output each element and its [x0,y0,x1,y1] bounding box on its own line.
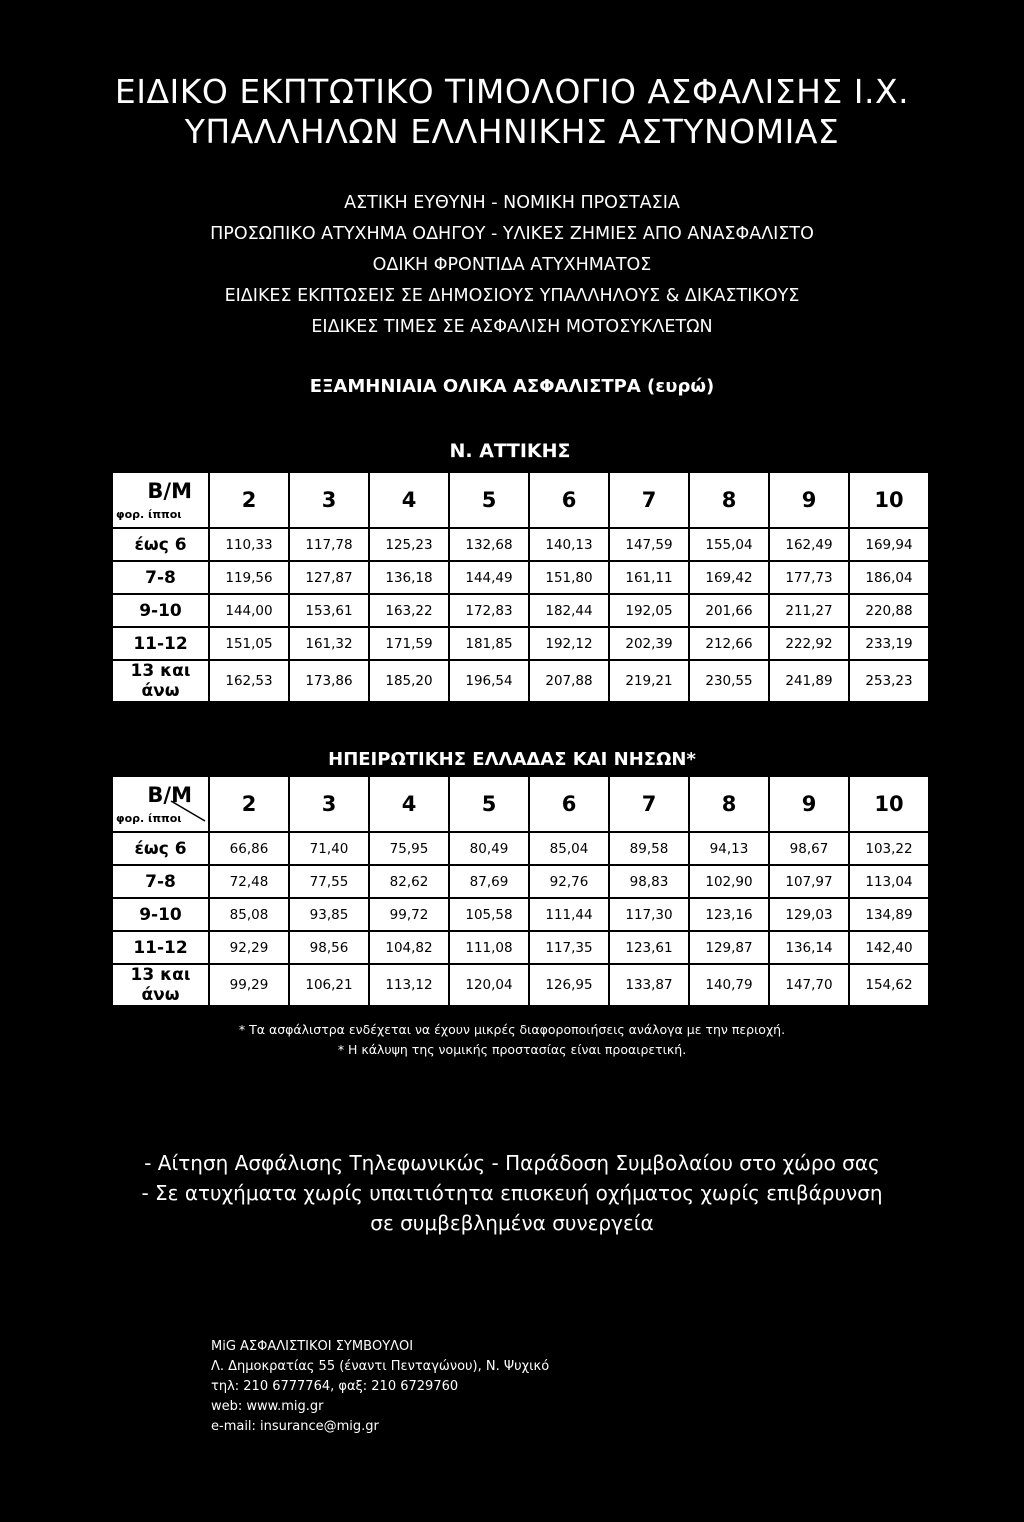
premium-cell: 105,58 [449,898,529,931]
table-row [112,964,929,1006]
premium-cell: 132,68 [449,528,529,561]
premium-cell: 182,44 [529,594,609,627]
premium-cell: 106,21 [289,964,369,1006]
bm-column-header: 4 [369,472,449,528]
premium-cell: 162,49 [769,528,849,561]
premium-cell: 220,88 [849,594,929,627]
title-line-2: ΥΠΑΛΛΗΛΩΝ ΕΛΛΗΝΙΚΗΣ ΑΣΤΥΝΟΜΙΑΣ [184,112,840,151]
service-item: ΠΡΟΣΩΠΙΚΟ ΑΤΥΧΗΜΑ ΟΔΗΓΟΥ - ΥΛΙΚΕΣ ΖΗΜΙΕΣ ΑΠΟ ΑΝΑΣΦΑΛΙΣΤΟ [210,224,814,244]
hp-row-label: 13 και άνω [112,660,209,702]
premium-cell: 98,67 [769,832,849,865]
promo-text [0,1148,1024,1238]
bm-column-header: 9 [769,776,849,832]
premium-cell: 161,32 [289,627,369,660]
premium-cell: 147,70 [769,964,849,1006]
mainland-rates-table [111,775,930,1007]
premium-cell: 92,76 [529,865,609,898]
table-row [112,594,929,627]
premium-cell: 140,13 [529,528,609,561]
hp-label: φορ. ίπποι [116,812,182,825]
premium-cell: 136,14 [769,931,849,964]
premium-cell: 103,22 [849,832,929,865]
hp-row-label: έως 6 [112,832,209,865]
premium-cell: 98,83 [609,865,689,898]
hp-row-label: 7-8 [112,561,209,594]
table-header-row [112,776,929,832]
premium-cell: 85,04 [529,832,609,865]
premium-cell: 113,12 [369,964,449,1006]
premium-cell: 129,03 [769,898,849,931]
premium-cell: 253,23 [849,660,929,702]
premium-cell: 82,62 [369,865,449,898]
premium-cell: 169,94 [849,528,929,561]
premium-cell: 93,85 [289,898,369,931]
attica-region-title: Ν. ΑΤΤΙΚΗΣ [449,440,571,462]
premium-cell: 144,49 [449,561,529,594]
company-email: e-mail: insurance@mig.gr [211,1419,379,1434]
bm-column-header: 7 [609,472,689,528]
premium-cell: 89,58 [609,832,689,865]
service-item: ΕΙΔΙΚΕΣ ΤΙΜΕΣ ΣΕ ΑΣΦΑΛΙΣΗ ΜΟΤΟΣΥΚΛΕΤΩΝ [311,317,713,337]
premium-cell: 233,19 [849,627,929,660]
premium-cell: 162,53 [209,660,289,702]
premium-cell: 163,22 [369,594,449,627]
premium-cell: 127,87 [289,561,369,594]
table-row [112,832,929,865]
premium-cell: 241,89 [769,660,849,702]
premium-cell: 134,89 [849,898,929,931]
premium-cell: 111,44 [529,898,609,931]
premium-cell: 169,42 [689,561,769,594]
premium-cell: 80,49 [449,832,529,865]
premium-cell: 151,05 [209,627,289,660]
bm-label: Β/Μ [147,479,192,503]
service-item: ΟΔΙΚΗ ΦΡΟΝΤΙΔΑ ΑΤΥΧΗΜΑΤΟΣ [372,255,652,275]
premium-cell: 154,62 [849,964,929,1006]
premium-cell: 142,40 [849,931,929,964]
premium-cell: 155,04 [689,528,769,561]
hp-row-label: 7-8 [112,865,209,898]
company-name: MiG ΑΣΦΑΛΙΣΤΙΚΟΙ ΣΥΜΒΟΥΛΟΙ [211,1339,414,1354]
company-web: web: www.mig.gr [211,1399,324,1414]
premium-cell: 219,21 [609,660,689,702]
table-corner-cell [112,776,209,832]
bm-column-header: 4 [369,776,449,832]
hp-row-label: 9-10 [112,594,209,627]
bm-column-header: 5 [449,776,529,832]
premium-cell: 117,30 [609,898,689,931]
premium-cell: 147,59 [609,528,689,561]
company-address: Λ. Δημοκρατίας 55 (έναντι Πενταγώνου), Ν. Ψυχικό [211,1359,550,1374]
premium-cell: 136,18 [369,561,449,594]
company-phone: τηλ: 210 6777764, φαξ: 210 6729760 [211,1379,459,1394]
promo-line: - Σε ατυχήματα χωρίς υπαιτιότητα επισκευή οχήματος χωρίς επιβάρυνση [141,1181,883,1205]
premium-cell: 77,55 [289,865,369,898]
hp-label: φορ. ίπποι [116,508,182,521]
premium-cell: 144,00 [209,594,289,627]
bm-column-header: 6 [529,472,609,528]
premium-heading: ΕΞΑΜΗΝΙΑΙΑ ΟΛΙΚΑ ΑΣΦΑΛΙΣΤΡΑ (ευρώ) [309,376,715,397]
bm-column-header: 8 [689,776,769,832]
premium-cell: 111,08 [449,931,529,964]
premium-cell: 66,86 [209,832,289,865]
premium-cell: 211,27 [769,594,849,627]
table-corner-cell [112,472,209,528]
premium-cell: 125,23 [369,528,449,561]
premium-cell: 102,90 [689,865,769,898]
hp-row-label: 11-12 [112,931,209,964]
mainland-region-title: ΗΠΕΙΡΩΤΙΚΗΣ ΕΛΛΑΔΑΣ ΚΑΙ ΝΗΣΩΝ* [328,749,696,770]
premium-cell: 161,11 [609,561,689,594]
bm-column-header: 3 [289,472,369,528]
bm-column-header: 10 [849,776,929,832]
footnotes [0,1020,1024,1060]
table-row [112,898,929,931]
table-row [112,627,929,660]
bm-label: Β/Μ [147,783,192,807]
premium-cell: 123,16 [689,898,769,931]
premium-cell: 140,79 [689,964,769,1006]
hp-row-label: έως 6 [112,528,209,561]
premium-cell: 104,82 [369,931,449,964]
table-row [112,660,929,702]
premium-cell: 71,40 [289,832,369,865]
footnote: * Η κάλυψη της νομικής προστασίας είναι προαιρετική. [337,1042,687,1057]
contact-info [211,1337,549,1437]
premium-cell: 207,88 [529,660,609,702]
table-row [112,528,929,561]
premium-cell: 192,12 [529,627,609,660]
premium-cell: 120,04 [449,964,529,1006]
premium-cell: 153,61 [289,594,369,627]
hp-row-label: 13 και άνω [112,964,209,1006]
premium-cell: 92,29 [209,931,289,964]
premium-cell: 171,59 [369,627,449,660]
premium-cell: 177,73 [769,561,849,594]
premium-cell: 123,61 [609,931,689,964]
bm-column-header: 8 [689,472,769,528]
bm-column-header: 7 [609,776,689,832]
bm-column-header: 2 [209,776,289,832]
premium-cell: 126,95 [529,964,609,1006]
title-line-1: ΕΙΔΙΚΟ ΕΚΠΤΩΤΙΚΟ ΤΙΜΟΛΟΓΙΟ ΑΣΦΑΛΙΣΗΣ Ι.Χ. [114,72,910,111]
bm-column-header: 10 [849,472,929,528]
premium-cell: 192,05 [609,594,689,627]
table-row [112,931,929,964]
premium-cell: 107,97 [769,865,849,898]
premium-cell: 119,56 [209,561,289,594]
footnote: * Τα ασφάλιστρα ενδέχεται να έχουν μικρές διαφοροποιήσεις ανάλογα με την περιοχή. [238,1022,786,1037]
premium-cell: 98,56 [289,931,369,964]
table-header-row [112,472,929,528]
hp-row-label: 9-10 [112,898,209,931]
services-list [0,188,1024,343]
premium-cell: 230,55 [689,660,769,702]
premium-cell: 75,95 [369,832,449,865]
premium-cell: 113,04 [849,865,929,898]
premium-cell: 202,39 [609,627,689,660]
premium-cell: 87,69 [449,865,529,898]
bm-column-header: 6 [529,776,609,832]
premium-cell: 110,33 [209,528,289,561]
promo-line: - Αίτηση Ασφάλισης Τηλεφωνικώς - Παράδοση Συμβολαίου στο χώρο σας [144,1151,880,1175]
premium-cell: 201,66 [689,594,769,627]
service-item: ΑΣΤΙΚΗ ΕΥΘΥΝΗ - ΝΟΜΙΚΗ ΠΡΟΣΤΑΣΙΑ [344,193,680,213]
table-row [112,561,929,594]
table-row [112,865,929,898]
premium-cell: 185,20 [369,660,449,702]
hp-row-label: 11-12 [112,627,209,660]
premium-cell: 129,87 [689,931,769,964]
bm-column-header: 3 [289,776,369,832]
premium-cell: 151,80 [529,561,609,594]
premium-cell: 94,13 [689,832,769,865]
premium-cell: 85,08 [209,898,289,931]
bm-column-header: 9 [769,472,849,528]
bm-column-header: 5 [449,472,529,528]
attica-rates-table [111,471,930,703]
service-item: ΕΙΔΙΚΕΣ ΕΚΠΤΩΣΕΙΣ ΣΕ ΔΗΜΟΣΙΟΥΣ ΥΠΑΛΛΗΛΟΥΣ & ΔΙΚΑΣΤΙΚΟΥΣ [224,286,800,306]
premium-cell: 173,86 [289,660,369,702]
bm-column-header: 2 [209,472,289,528]
premium-cell: 72,48 [209,865,289,898]
promo-line: σε συμβεβλημένα συνεργεία [370,1211,654,1235]
premium-cell: 133,87 [609,964,689,1006]
premium-cell: 117,78 [289,528,369,561]
premium-cell: 196,54 [449,660,529,702]
premium-cell: 222,92 [769,627,849,660]
premium-cell: 181,85 [449,627,529,660]
premium-cell: 172,83 [449,594,529,627]
premium-cell: 99,72 [369,898,449,931]
premium-cell: 117,35 [529,931,609,964]
premium-cell: 99,29 [209,964,289,1006]
premium-cell: 186,04 [849,561,929,594]
premium-cell: 212,66 [689,627,769,660]
